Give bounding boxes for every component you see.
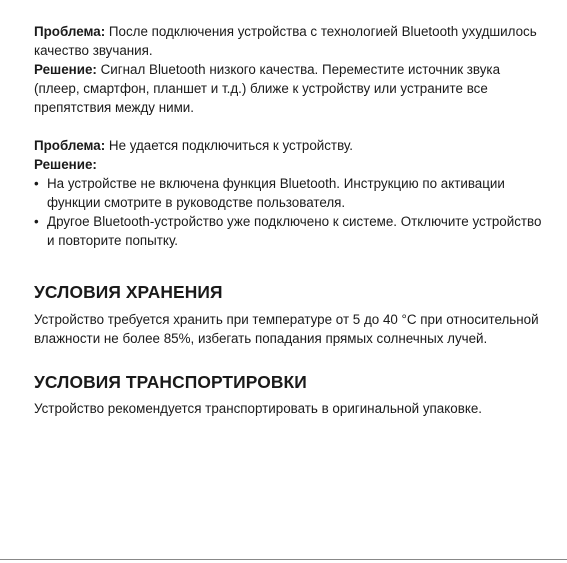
solution-1-text: Сигнал Bluetooth низкого качества. Переместите источник звука (плеер, смартфон, планшет и т.д.) ближе к устройству или устраните все препятствия между ними. (34, 62, 501, 115)
spacer (34, 117, 549, 136)
solution-2-label: Решение: (34, 157, 97, 172)
problem-2-label: Проблема: (34, 138, 106, 153)
problem-1 (34, 22, 549, 60)
spacer (34, 250, 549, 281)
spacer (34, 348, 549, 371)
list-item: • Другое Bluetooth-устройство уже подключено к системе. Отключите устройство и повторите попытку. (34, 212, 549, 250)
solution-1-label: Решение: (34, 62, 97, 77)
problem-2 (34, 136, 549, 155)
spacer (34, 303, 549, 310)
bottom-divider (0, 559, 567, 560)
list-item: • На устройстве не включена функция Bluetooth. Инструкцию по активации функции смотрите в руководстве пользователя. (34, 174, 549, 212)
problem-2-text: Не удается подключиться к устройству. (105, 138, 353, 153)
storage-heading: УСЛОВИЯ ХРАНЕНИЯ (34, 282, 223, 302)
document-page (34, 22, 549, 418)
solution-1 (34, 60, 549, 117)
problem-1-label: Проблема: (34, 24, 106, 39)
storage-text: Устройство требуется хранить при температуре от 5 до 40 °С при относительной влажности не более 85%, избегать попадания прямых солнечных лучей. (34, 312, 539, 346)
transport-text: Устройство рекомендуется транспортировать в оригинальной упаковке. (34, 401, 482, 416)
problem-1-text: После подключения устройства с технологией Bluetooth ухудшилось качество звучания. (34, 24, 537, 58)
solution-2-list (34, 174, 549, 250)
transport-heading: УСЛОВИЯ ТРАНСПОРТИРОВКИ (34, 372, 307, 392)
